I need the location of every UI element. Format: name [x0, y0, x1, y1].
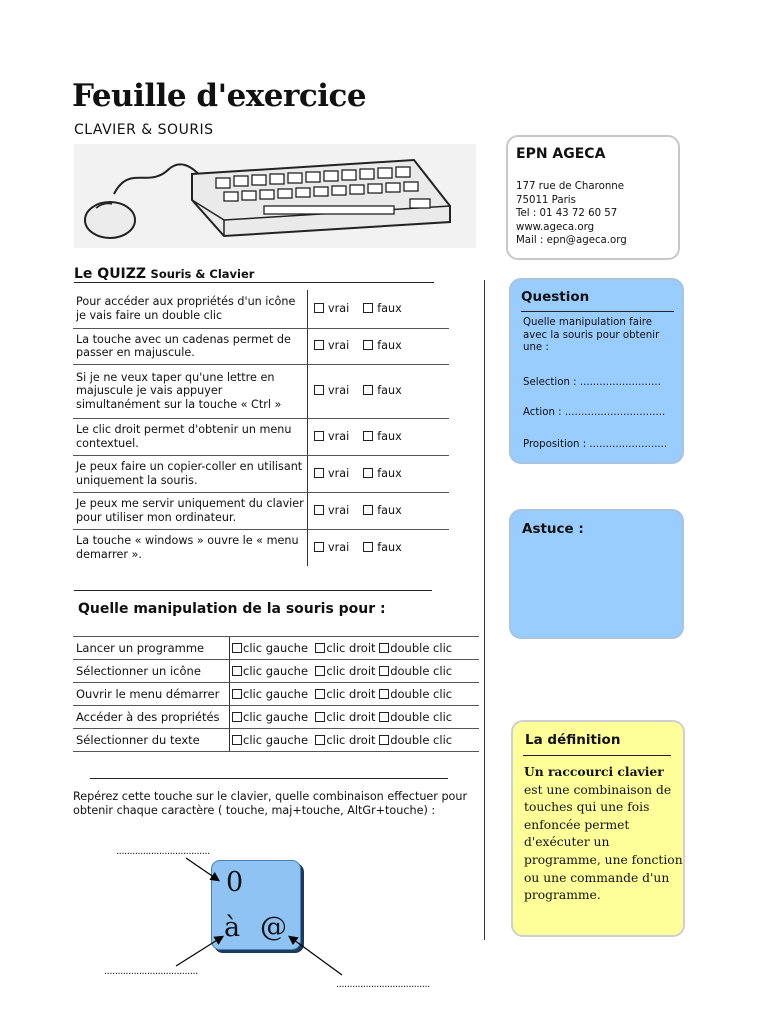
answer-blank-left[interactable]: ...................................: [104, 966, 198, 977]
true-label: vrai: [328, 384, 350, 398]
section-separator: [74, 590, 432, 591]
definition-body: est une combinaison de touches qui une fois enfoncée permet d'exécuter un programme, une fonction ou une commande d'un programme.: [524, 782, 683, 903]
quizz-rule: [74, 282, 434, 283]
false-label: faux: [377, 429, 402, 443]
right-click-checkbox[interactable]: [315, 735, 325, 745]
quizz-row: [73, 529, 449, 566]
double-click-option[interactable]: [379, 733, 452, 747]
epn-name: EPN AGECA: [516, 146, 606, 162]
true-option[interactable]: [314, 541, 349, 555]
phone-line: Tel : 01 43 72 60 57: [516, 208, 618, 220]
answer-blank-top[interactable]: ...................................: [116, 846, 210, 857]
address-line: 177 rue de Charonne: [516, 181, 624, 192]
true-checkbox[interactable]: [314, 542, 324, 552]
true-checkbox[interactable]: [314, 385, 324, 395]
page-title: Feuille d'exercice: [72, 78, 367, 114]
true-label: vrai: [328, 339, 350, 353]
false-checkbox[interactable]: [363, 385, 373, 395]
manipulation-task: Ouvrir le menu démarrer: [73, 683, 230, 706]
left-click-checkbox[interactable]: [232, 689, 242, 699]
true-checkbox[interactable]: [314, 340, 324, 350]
astuce-box: [509, 509, 684, 639]
quizz-answers: [308, 418, 450, 455]
false-option[interactable]: [363, 302, 402, 316]
left-click-label: clic gauche: [243, 687, 309, 701]
true-label: vrai: [328, 503, 350, 517]
true-label: vrai: [328, 302, 350, 315]
false-option[interactable]: [363, 384, 402, 398]
quizz-heading-main: Le QUIZZ: [74, 266, 147, 282]
answer-blank-right[interactable]: ...................................: [336, 979, 430, 990]
question-box: [509, 278, 684, 464]
double-click-label: double clic: [390, 664, 453, 678]
quizz-answers: [308, 364, 450, 418]
quizz-statement: Le clic droit permet d'obtenir un menu contextuel.: [73, 418, 308, 455]
page-subtitle: CLAVIER & SOURIS: [74, 122, 214, 138]
right-click-option[interactable]: [315, 687, 375, 701]
key-char-top: 0: [226, 867, 244, 898]
double-click-checkbox[interactable]: [379, 735, 389, 745]
quizz-statement: Pour accéder aux propriétés d'un icône je vais faire un double clic: [73, 290, 308, 328]
right-click-label: clic droit: [326, 641, 376, 655]
keyboard-mouse-illustration: [74, 144, 476, 248]
manipulation-options: [230, 706, 480, 729]
false-label: faux: [377, 541, 402, 554]
true-checkbox[interactable]: [314, 303, 324, 313]
action-blank[interactable]: Action : ...............................: [523, 407, 666, 418]
quizz-answers: [308, 455, 450, 492]
double-click-checkbox[interactable]: [379, 666, 389, 676]
key-char-bottom-right: @: [260, 912, 287, 943]
quizz-statement: La touche « windows » ouvre le « menu demarrer ».: [76, 534, 299, 561]
quizz-statement: Je peux me servir uniquement du clavier pour utiliser mon ordinateur.: [73, 492, 308, 529]
definition-term: Un raccourci clavier: [524, 764, 664, 779]
manipulation-table: [73, 636, 479, 752]
double-click-label: double clic: [390, 687, 453, 701]
quizz-answers: [308, 529, 450, 566]
double-click-checkbox[interactable]: [379, 712, 389, 722]
right-click-option[interactable]: [315, 733, 375, 747]
false-checkbox[interactable]: [363, 303, 373, 313]
quizz-answers: [308, 328, 450, 364]
column-divider: [484, 280, 485, 940]
true-option[interactable]: [314, 467, 349, 481]
definition-text: [524, 763, 684, 905]
website-link[interactable]: www.ageca.org: [516, 221, 595, 233]
proposition-blank[interactable]: Proposition : ........................: [523, 439, 668, 450]
left-click-label: clic gauche: [243, 710, 309, 724]
manipulation-task: Sélectionner un icône: [73, 660, 230, 683]
false-label: faux: [377, 503, 402, 517]
left-click-checkbox[interactable]: [232, 643, 242, 653]
epn-address: [516, 180, 627, 248]
address-line: 75011 Paris: [516, 194, 576, 206]
left-click-checkbox[interactable]: [232, 735, 242, 745]
true-label: vrai: [328, 466, 350, 480]
keyboard-key: [211, 860, 301, 950]
manipulation-options: [230, 660, 480, 683]
double-click-label: double clic: [390, 733, 453, 747]
false-option[interactable]: [363, 467, 402, 481]
double-click-label: double clic: [390, 710, 453, 724]
false-checkbox[interactable]: [363, 542, 373, 552]
double-click-label: double clic: [390, 641, 453, 655]
double-click-checkbox[interactable]: [379, 689, 389, 699]
false-checkbox[interactable]: [363, 468, 373, 478]
manipulation-task: Sélectionner du texte: [73, 729, 230, 752]
right-click-option[interactable]: [315, 664, 375, 678]
false-checkbox[interactable]: [363, 505, 373, 515]
quizz-statement: Si je ne veux taper qu'une lettre en majuscule je vais appuyer simultanément sur la touche « Ctrl »: [73, 364, 308, 418]
right-click-option[interactable]: [315, 710, 375, 724]
quizz-row: [73, 492, 449, 529]
left-click-label: clic gauche: [243, 733, 309, 747]
question-prompt: Quelle manipulation faire avec la souris pour obtenir une :: [523, 317, 660, 353]
left-click-option[interactable]: [232, 664, 308, 678]
manipulation-row: [73, 637, 479, 660]
true-option[interactable]: [314, 430, 349, 444]
definition-box: [511, 720, 685, 937]
right-click-checkbox[interactable]: [315, 666, 325, 676]
manipulation-row: [73, 660, 479, 683]
quizz-answers: [308, 290, 450, 328]
true-checkbox[interactable]: [314, 468, 324, 478]
double-click-checkbox[interactable]: [379, 643, 389, 653]
left-click-label: clic gauche: [243, 664, 309, 678]
false-option[interactable]: [363, 339, 402, 353]
manipulation-row: [73, 729, 479, 752]
right-click-label: clic droit: [326, 710, 376, 724]
true-checkbox[interactable]: [314, 505, 324, 515]
right-click-checkbox[interactable]: [315, 689, 325, 699]
false-label: faux: [377, 466, 402, 480]
double-click-option[interactable]: [379, 641, 452, 655]
question-rule: [521, 311, 674, 312]
quizz-row: [73, 455, 449, 492]
true-option[interactable]: [314, 384, 349, 398]
left-click-checkbox[interactable]: [232, 712, 242, 722]
left-click-option[interactable]: [232, 710, 308, 724]
left-click-option[interactable]: [232, 687, 308, 701]
section-separator: [90, 778, 448, 779]
manipulation-row: [73, 683, 479, 706]
false-label: faux: [377, 384, 402, 398]
right-click-label: clic droit: [326, 664, 376, 678]
false-option[interactable]: [363, 541, 402, 555]
quizz-row: [73, 290, 449, 328]
left-click-checkbox[interactable]: [232, 666, 242, 676]
left-click-option[interactable]: [232, 733, 308, 747]
true-option[interactable]: [314, 339, 349, 353]
email-link[interactable]: Mail : epn@ageca.org: [516, 235, 627, 247]
left-click-label: clic gauche: [243, 641, 309, 655]
epn-contact-box: [506, 135, 680, 260]
quizz-heading: [74, 266, 254, 282]
left-click-option[interactable]: [232, 641, 308, 655]
quizz-row: [73, 418, 449, 455]
right-click-label: clic droit: [326, 687, 376, 701]
true-label: vrai: [328, 541, 350, 554]
manipulation-row: [73, 706, 479, 729]
quizz-row: [73, 364, 449, 418]
quizz-table: [73, 290, 449, 566]
definition-rule: [523, 755, 671, 756]
definition-heading: La définition: [525, 732, 621, 748]
quizz-row: [73, 328, 449, 364]
true-option[interactable]: [314, 302, 349, 316]
manipulation-options: [230, 637, 480, 660]
manipulation-task: Lancer un programme: [73, 637, 230, 660]
question-heading: Question: [521, 289, 590, 305]
double-click-option[interactable]: [379, 687, 452, 701]
keyboard-instruction: Repérez cette touche sur le clavier, quelle combinaison effectuer pour obtenir chaque caractère ( touche, maj+touche, AltGr+touche) :: [73, 790, 468, 817]
false-checkbox[interactable]: [363, 340, 373, 350]
right-click-checkbox[interactable]: [315, 643, 325, 653]
right-click-option[interactable]: [315, 641, 375, 655]
false-option[interactable]: [363, 430, 402, 444]
manipulation-options: [230, 729, 480, 752]
true-option[interactable]: [314, 504, 349, 518]
quizz-answers: [308, 492, 450, 529]
quizz-statement: Je peux faire un copier-coller en utilisant uniquement la souris.: [73, 455, 308, 492]
astuce-heading: Astuce :: [522, 521, 584, 537]
manipulation-task: Accéder à des propriétés: [73, 706, 230, 729]
true-checkbox[interactable]: [314, 431, 324, 441]
right-click-label: clic droit: [326, 733, 376, 747]
double-click-option[interactable]: [379, 664, 452, 678]
selection-blank[interactable]: Selection : .........................: [523, 377, 661, 388]
false-option[interactable]: [363, 504, 402, 518]
false-label: faux: [377, 339, 402, 353]
false-label: faux: [377, 302, 402, 315]
right-click-checkbox[interactable]: [315, 712, 325, 722]
key-char-bottom-left: à: [224, 912, 241, 943]
quizz-statement: La touche avec un cadenas permet de passer en majuscule.: [73, 328, 308, 364]
manipulation-options: [230, 683, 480, 706]
false-checkbox[interactable]: [363, 431, 373, 441]
double-click-option[interactable]: [379, 710, 452, 724]
quizz-heading-sub: Souris & Clavier: [150, 267, 255, 281]
true-label: vrai: [328, 429, 350, 443]
manipulation-heading: Quelle manipulation de la souris pour :: [78, 601, 386, 617]
